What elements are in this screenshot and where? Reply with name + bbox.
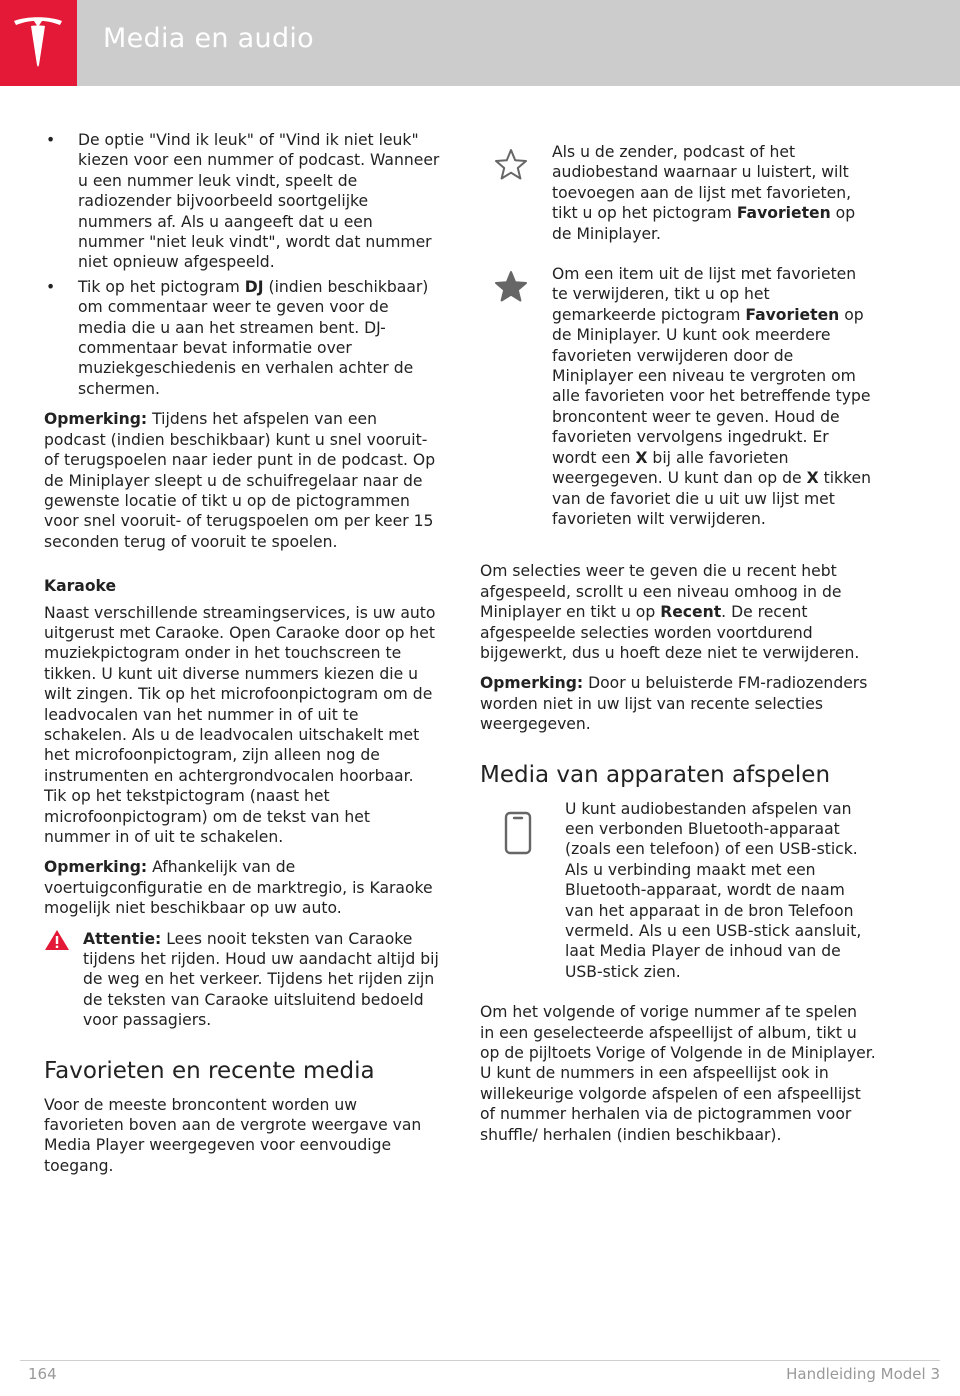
favorites-heading: Favorieten en recente media <box>44 1057 375 1084</box>
favorite-add-row: Als u de zender, podcast of het audiobestand waarnaar u luistert, wilt toevoegen aan de lijst met favorieten, tikt u op het pictogram Favorieten op de Miniplayer. <box>480 142 876 244</box>
note-podcast: Opmerking: Tijdens het afspelen van een podcast (indien beschikbaar) kunt u snel vooruit- of terugspoelen naar ieder punt in de podcast. Op de Miniplayer sleept u de schuifregelaar naar de gewenste locatie of tikt u op de pictogrammen voor snel vooruit- of terugspoelen om per keer 15 seconden terug of vooruit te spoelen. <box>44 410 436 551</box>
devices-heading: Media van apparaten afspelen <box>480 761 831 788</box>
favorite-remove-row: Om een item uit de lijst met favorieten te verwijderen, tikt u op het gemarkeerde pictogram Favorieten op de Miniplayer. U kunt ook meerdere favorieten verwijderen door de Miniplayer een niveau te vergroten om alle favorieten voor het betreffende type broncontent weer te geven. Houd de favorieten vervolgens ingedrukt. Er wordt een X bij alle favorieten weergegeven. U kunt dan op de X tikken van de favoriet die u uit uw lijst met favorieten wilt verwijderen. <box>480 264 876 529</box>
tesla-logo-icon <box>12 13 64 71</box>
warning-block: Attentie: Lees nooit teksten van Caraoke tijdens het rijden. Houd uw aandacht altijd bij de weg en het verkeer. Tijdens het rijden zijn de teksten van Caraoke uitsluitend bedoeld voor passagiers. <box>44 929 440 1031</box>
footer-divider <box>20 1360 940 1361</box>
page-number: 164 <box>28 1365 57 1383</box>
warning-triangle-icon <box>44 929 70 951</box>
karaoke-heading: Karaoke <box>44 577 117 596</box>
recent-text: Om selecties weer te geven die u recent hebt afgespeeld, scrollt u een niveau omhoog in de Miniplayer en tikt u op Recent. De recent afgespeelde selecties worden voortdurend bijgewerkt, dus u hoeft deze niet te verwijderen. <box>480 562 860 662</box>
star-outline-icon <box>494 148 528 180</box>
note-karaoke: Opmerking: Afhankelijk van de voertuigconfiguratie en de marktregio, is Karaoke mogelijk niet beschikbaar op uw auto. <box>44 858 433 918</box>
brand-logo <box>0 0 77 86</box>
left-column <box>44 130 440 1186</box>
phone-icon <box>504 811 532 855</box>
list-item: • De optie "Vind ik leuk" of "Vind ik niet leuk" kiezen voor een nummer of podcast. Wanneer u een nummer leuk vindt, speelt de radiozender bijvoorbeeld soortgelijke nummers af. Als u aangeeft dat u een nummer "niet leuk vindt", wordt dat nummer niet opnieuw afgespeeld. <box>46 131 440 272</box>
feature-list <box>44 130 440 399</box>
star-filled-icon <box>494 270 528 302</box>
karaoke-text: Naast verschillende streamingservices, is uw auto uitgerust met Caraoke. Open Caraoke door op het muziekpictogram onder in het touchscreen te tikken. U kunt uit diverse nummers kiezen die u wilt zingen. Tik op het microfoonpictogram om de leadvocalen van het nummer in of uit te schakelen. Als u de leadvocalen uitschakelt met het microfoonpictogram, zijn alleen nog de instrumenten en achtergrondvocalen hoorbaar. Tik op het tekstpictogram (naast het microfoonpictogram) om de tekst van het nummer in of uit te schakelen. <box>44 603 436 846</box>
manual-name: Handleiding Model 3 <box>786 1365 940 1383</box>
playlist-text: Om het volgende of vorige nummer af te spelen in een geselecteerde afspeellijst of album, tikt u op de pijltoets Vorige of Volgende in de Miniplayer. U kunt de nummers in een afspeellijst ook in willekeurige volgorde afspelen of een afspeellijst of nummer herhalen via de pictogrammen voor shuffle/ herhalen (indien beschikbaar). <box>480 1003 876 1144</box>
right-column <box>480 130 876 1155</box>
device-row: U kunt audiobestanden afspelen van een verbonden Bluetooth-apparaat (zoals een telefoon) of een USB-stick. Als u verbinding maakt met een Bluetooth-apparaat, wordt de naam van het apparaat in de bron Telefoon vermeld. Als u een USB-stick aansluit, laat Media Player de inhoud van de USB-stick zien. <box>480 799 876 983</box>
favorites-text: Voor de meeste broncontent worden uw favorieten boven aan de vergrote weergave van Media Player weergegeven voor eenvoudige toegang. <box>44 1095 422 1175</box>
section-title: Media en audio <box>103 23 314 54</box>
note-fm: Opmerking: Door u beluisterde FM-radiozenders worden niet in uw lijst van recente selecties weergegeven. <box>480 674 868 734</box>
list-item: • Tik op het pictogram DJ (indien beschikbaar) om commentaar weer te geven voor de media die u aan het streamen bent. DJ-commentaar bevat informatie over muziekgeschiedenis en verhalen achter de schermen. <box>46 277 429 398</box>
page-header <box>0 0 960 86</box>
